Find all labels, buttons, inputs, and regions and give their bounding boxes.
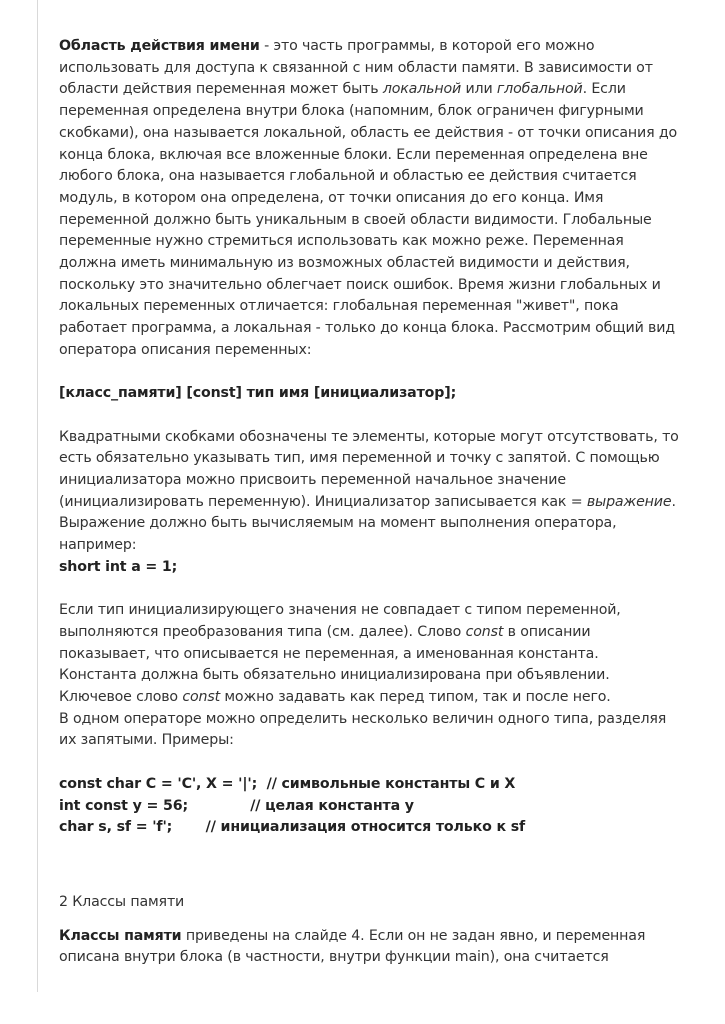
paragraph-storage-classes: Классы памяти приведены на слайде 4. Если он не задан явно, и переменная описана внутри блока (в частности, внутри функции main), она считается	[59, 927, 646, 966]
syntax-line: [класс_памяти] [const] тип имя [инициализатор];	[59, 385, 457, 402]
paragraph-initializer: Квадратными скобками обозначены те элементы, которые могут отсутствовать, то есть обязательно указывать тип, имя переменной и точку с запятой. С помощью инициализатора можно присвоить переменной начальное значение (инициализировать переменную). Инициализатор записывается как = выражение. Выражение должно быть вычисляемым на момент выполнения оператора, например:	[59, 428, 679, 554]
paragraph-scope-definition: Область действия имени - это часть программы, в которой его можно использовать для доступа к связанной с ним области памяти. В зависимости от области действия переменная может быть локальной или глобальной. Если переменная определена внутри блока (напомним, блок ограничен фигурными скобками), она называется локальной, область ее действия - от точки описания до конца блока, включая все вложенные блоки. Если переменная определена вне любого блока, она называется глобальной и областью ее действия считается модуль, в котором она определена, от точки описания до его конца. Имя переменной должно быть уникальным в своей области видимости. Глобальные переменные нужно стремиться использовать как можно реже. Переменная должна иметь минимальную из возможных областей видимости и действия, поскольку это значительно облегчает поиск ошибок. Время жизни глобальных и локальных переменных отличается: глобальная переменная "живет", пока работает программа, а локальная - только до конца блока. Рассмотрим общий вид оператора описания переменных:	[59, 38, 678, 358]
example-code-line: short int a = 1;	[59, 558, 178, 575]
paragraph-const: Если тип инициализирующего значения не совпадает с типом переменной, выполняются преобразования типа (см. далее). Слово const в описании показывает, что описывается не переменная, а именованная константа. Константа должна быть обязательно инициализирована при объявлении. Ключевое слово const можно задавать как перед типом, так и после него.	[59, 602, 621, 706]
term-storage-classes: Классы памяти	[59, 927, 182, 944]
code-line: char s, sf = 'f'; // инициализация относится только к sf	[59, 819, 526, 836]
em-const-2: const	[182, 689, 221, 706]
em-expression: выражение	[586, 493, 672, 510]
paragraph-multiple: В одном операторе можно определить несколько величин одного типа, разделяя их запятыми. Примеры:	[59, 710, 667, 749]
em-const-1: const	[465, 623, 504, 640]
em-global: глобальной	[496, 81, 583, 98]
em-local: локальной	[382, 81, 462, 98]
left-margin-rule	[37, 0, 38, 992]
code-line: int const y = 56; // целая константа у	[59, 797, 414, 814]
code-line: const char C = 'C', X = '|'; // символьные константы С и X	[59, 775, 516, 792]
document-body	[59, 36, 679, 969]
section-heading: 2 Классы памяти	[59, 893, 185, 910]
term-scope: Область действия имени	[59, 38, 260, 54]
